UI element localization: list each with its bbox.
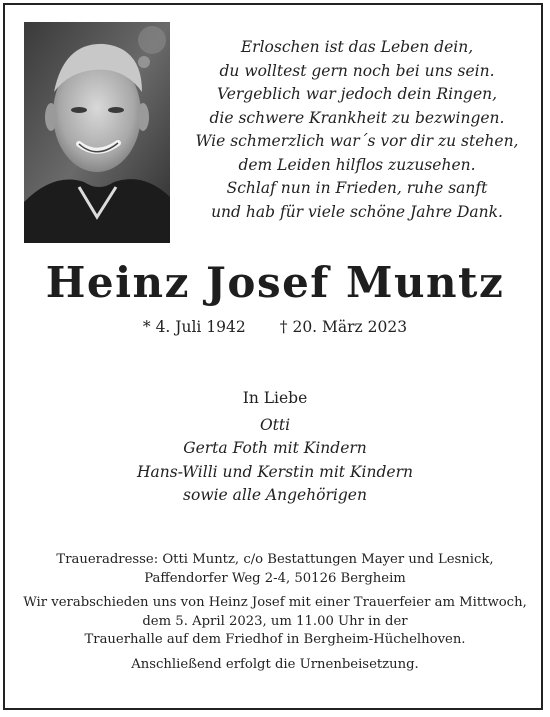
mourner-line: Gerta Foth mit Kindern (183, 439, 367, 457)
death-date: † 20. März 2023 (279, 318, 408, 336)
mourners-block (0, 387, 550, 508)
ceremony-block (0, 594, 550, 650)
birth-date: * 4. Juli 1942 (142, 318, 246, 336)
deceased-name: Heinz Josef Muntz (45, 258, 505, 307)
address-block (0, 551, 550, 588)
ceremony-line: dem 5. April 2023, um 11.00 Uhr in der (142, 613, 408, 629)
mourner-line: sowie alle Angehörigen (183, 486, 367, 504)
address-line: Paffendorfer Weg 2-4, 50126 Bergheim (144, 570, 406, 586)
poem-line: dem Leiden hilflos zuzusehen. (238, 155, 476, 174)
poem (192, 36, 522, 224)
portrait-photo (24, 22, 170, 243)
ceremony-line: Wir verabschieden uns von Heinz Josef mit einer Trauerfeier am Mittwoch, (23, 595, 527, 610)
funeral-info (0, 551, 550, 674)
poem-line: die schwere Krankheit zu bezwingen. (209, 108, 505, 127)
poem-line: Vergeblich war jedoch dein Ringen, (216, 85, 498, 103)
poem-line: Schlaf nun in Frieden, ruhe sanft (226, 179, 488, 197)
mourner-line: Otti (259, 415, 291, 434)
closing-note: Anschließend erfolgt die Urnenbeisetzung. (131, 656, 419, 672)
poem-line: Erloschen ist das Leben dein, (240, 38, 474, 56)
poem-line: und hab für viele schöne Jahre Dank. (211, 202, 503, 221)
ceremony-line: Trauerhalle auf dem Friedhof in Bergheim-Hüchelhoven. (84, 632, 466, 647)
life-dates (0, 318, 550, 336)
mourners-intro: In Liebe (242, 389, 308, 407)
poem-line: du wolltest gern noch bei uns sein. (219, 61, 495, 80)
mourner-line: Hans-Willi und Kerstin mit Kindern (137, 462, 413, 481)
poem-line: Wie schmerzlich war´s vor dir zu stehen, (195, 132, 519, 150)
address-line: Traueradresse: Otti Muntz, c/o Bestattungen Mayer und Lesnick, (56, 552, 494, 567)
